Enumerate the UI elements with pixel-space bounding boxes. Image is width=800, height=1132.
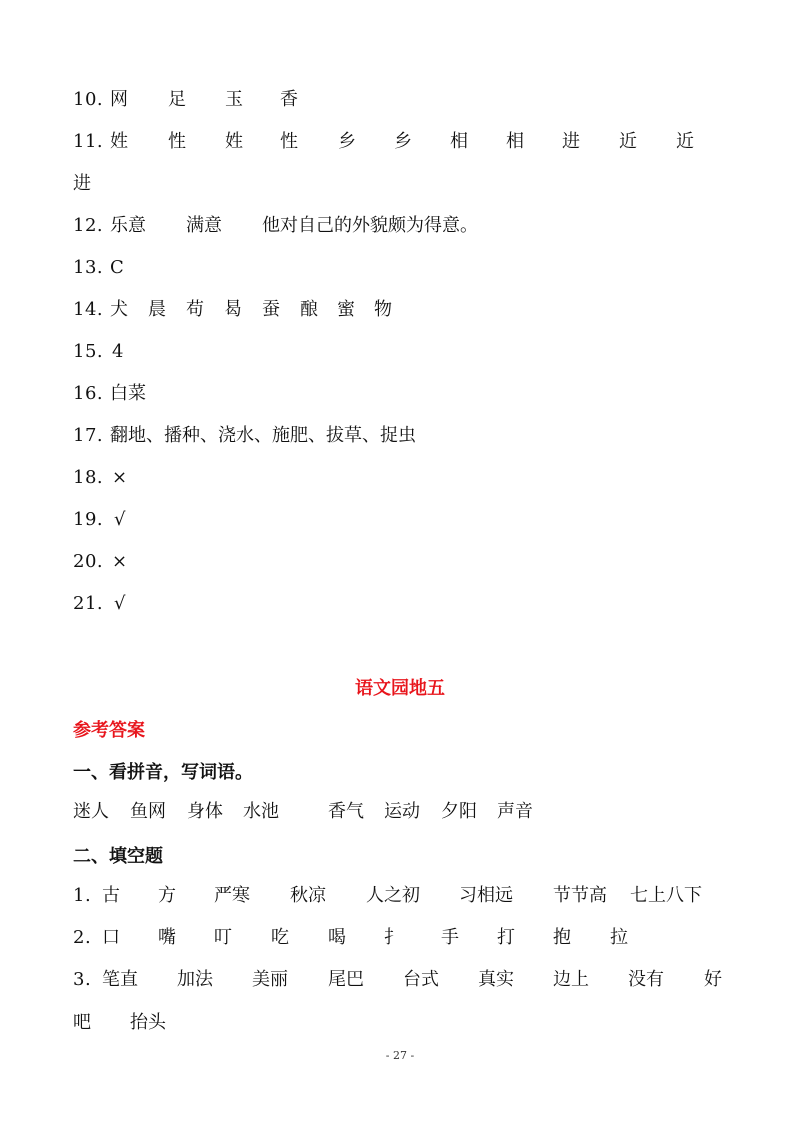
fill-blank-line-2 — [0, 924, 800, 952]
answer-token: 没有 — [628, 969, 664, 990]
answer-token: 运动 — [384, 801, 420, 822]
answer-line-18 — [0, 464, 800, 492]
item-number: 17. — [73, 425, 104, 446]
item-number: 3. — [73, 969, 92, 990]
answer-token: 扌 — [384, 927, 402, 948]
answer-token: 严寒 — [214, 885, 250, 906]
answer-token: 姓 — [225, 131, 243, 152]
fill-blank-line-3 — [0, 966, 800, 994]
answer-token: × — [112, 551, 128, 572]
answer-line-14 — [0, 296, 800, 324]
answer-token: 嘴 — [158, 927, 176, 948]
item-number: 13. — [73, 257, 104, 278]
answer-token: 相 — [506, 131, 524, 152]
answer-token: 拉 — [610, 927, 628, 948]
answer-token: 秋凉 — [290, 885, 326, 906]
answer-token: 节节高 — [553, 885, 607, 906]
answer-line-12 — [0, 212, 800, 240]
section-heading-2: 二、填空题 — [73, 846, 163, 867]
answer-token: 相 — [450, 131, 468, 152]
fill-blank-line-3-wrap — [0, 1009, 800, 1037]
answer-token: 真实 — [478, 969, 514, 990]
item-number: 18. — [73, 467, 104, 488]
answer-token: 方 — [158, 885, 176, 906]
answer-token: 满意 — [186, 215, 222, 236]
unit-title: 语文园地五 — [355, 678, 445, 699]
item-number: 2. — [73, 927, 92, 948]
answer-line-10 — [0, 86, 800, 114]
answer-token: 曷 — [224, 299, 242, 320]
answer-token: 香 — [280, 89, 298, 110]
answer-token: 他对自己的外貌颇为得意。 — [262, 215, 478, 236]
answer-line-17 — [0, 422, 800, 450]
answer-token: 吃 — [271, 927, 289, 948]
answer-token: 乐意 — [110, 215, 146, 236]
answer-token: 进 — [73, 173, 91, 194]
item-number: 16. — [73, 383, 104, 404]
answer-line-19 — [0, 506, 800, 534]
answer-token: 玉 — [225, 89, 243, 110]
answer-token: 抱 — [553, 927, 571, 948]
item-number: 21. — [73, 593, 104, 614]
answer-token: 近 — [619, 131, 637, 152]
item-number: 20. — [73, 551, 104, 572]
answer-token: 口 — [102, 927, 120, 948]
item-number: 14. — [73, 299, 104, 320]
answer-token: 打 — [497, 927, 515, 948]
item-number: 11. — [73, 131, 104, 152]
answer-token: 物 — [374, 299, 392, 320]
answer-token: 笔直 — [102, 969, 138, 990]
answer-token: 足 — [168, 89, 186, 110]
section1-answers — [0, 798, 800, 826]
answer-token: 性 — [280, 131, 298, 152]
fill-blank-line-1 — [0, 882, 800, 910]
answer-token: C — [110, 257, 124, 278]
answer-token: 姓 — [110, 131, 128, 152]
answer-token: 尾巴 — [328, 969, 364, 990]
answer-token: × — [112, 467, 128, 488]
reference-answer-label: 参考答案 — [73, 720, 145, 741]
answer-token: 4 — [112, 341, 124, 362]
answer-token: 晨 — [148, 299, 166, 320]
item-number: 10. — [73, 89, 104, 110]
item-number: 12. — [73, 215, 104, 236]
answer-token: 喝 — [328, 927, 346, 948]
answer-token: 美丽 — [252, 969, 288, 990]
answer-line-15 — [0, 338, 800, 366]
answer-token: √ — [114, 593, 126, 614]
answer-token: 香气 — [328, 801, 364, 822]
answer-token: 酿 — [300, 299, 318, 320]
answer-line-11-wrap — [0, 170, 800, 198]
section-heading-1: 一、看拼音，写词语。 — [73, 762, 253, 783]
answer-token: 人之初 — [366, 885, 420, 906]
answer-token: 网 — [110, 89, 128, 110]
answer-token: 性 — [168, 131, 186, 152]
answer-token: 抬头 — [130, 1012, 166, 1033]
answer-token: 鱼网 — [130, 801, 166, 822]
answer-token: 蚕 — [262, 299, 280, 320]
answer-token: 手 — [441, 927, 459, 948]
answer-token: 习相远 — [459, 885, 513, 906]
answer-token: 乡 — [338, 131, 356, 152]
answer-token: 声音 — [497, 801, 533, 822]
answer-token: 进 — [562, 131, 580, 152]
item-number: 15. — [73, 341, 104, 362]
answer-token: 边上 — [553, 969, 589, 990]
answer-token: 吧 — [73, 1012, 91, 1033]
answer-token: 近 — [676, 131, 694, 152]
item-number: 19. — [73, 509, 104, 530]
answer-token: 夕阳 — [441, 801, 477, 822]
answer-line-16 — [0, 380, 800, 408]
answer-token: 白菜 — [110, 383, 146, 404]
page-number: - 27 - — [385, 1049, 415, 1062]
answer-token: 水池 — [243, 801, 279, 822]
answer-line-20 — [0, 548, 800, 576]
answer-line-21 — [0, 590, 800, 618]
answer-line-11 — [0, 128, 800, 156]
answer-token: 好 — [704, 969, 722, 990]
answer-token: 古 — [102, 885, 120, 906]
answer-token: 蜜 — [337, 299, 355, 320]
answer-token: 身体 — [187, 801, 223, 822]
answer-token: 迷人 — [73, 801, 109, 822]
answer-line-13 — [0, 254, 800, 282]
answer-token: 加法 — [177, 969, 213, 990]
answer-token: 叮 — [214, 927, 232, 948]
answer-token: 犬 — [110, 299, 128, 320]
answer-token: 翻地、播种、浇水、施肥、拔草、捉虫 — [110, 425, 416, 446]
answer-token: √ — [114, 509, 126, 530]
item-number: 1. — [73, 885, 92, 906]
answer-token: 台式 — [403, 969, 439, 990]
answer-token: 乡 — [394, 131, 412, 152]
answer-token: 苟 — [186, 299, 204, 320]
answer-token: 七上八下 — [630, 885, 702, 906]
